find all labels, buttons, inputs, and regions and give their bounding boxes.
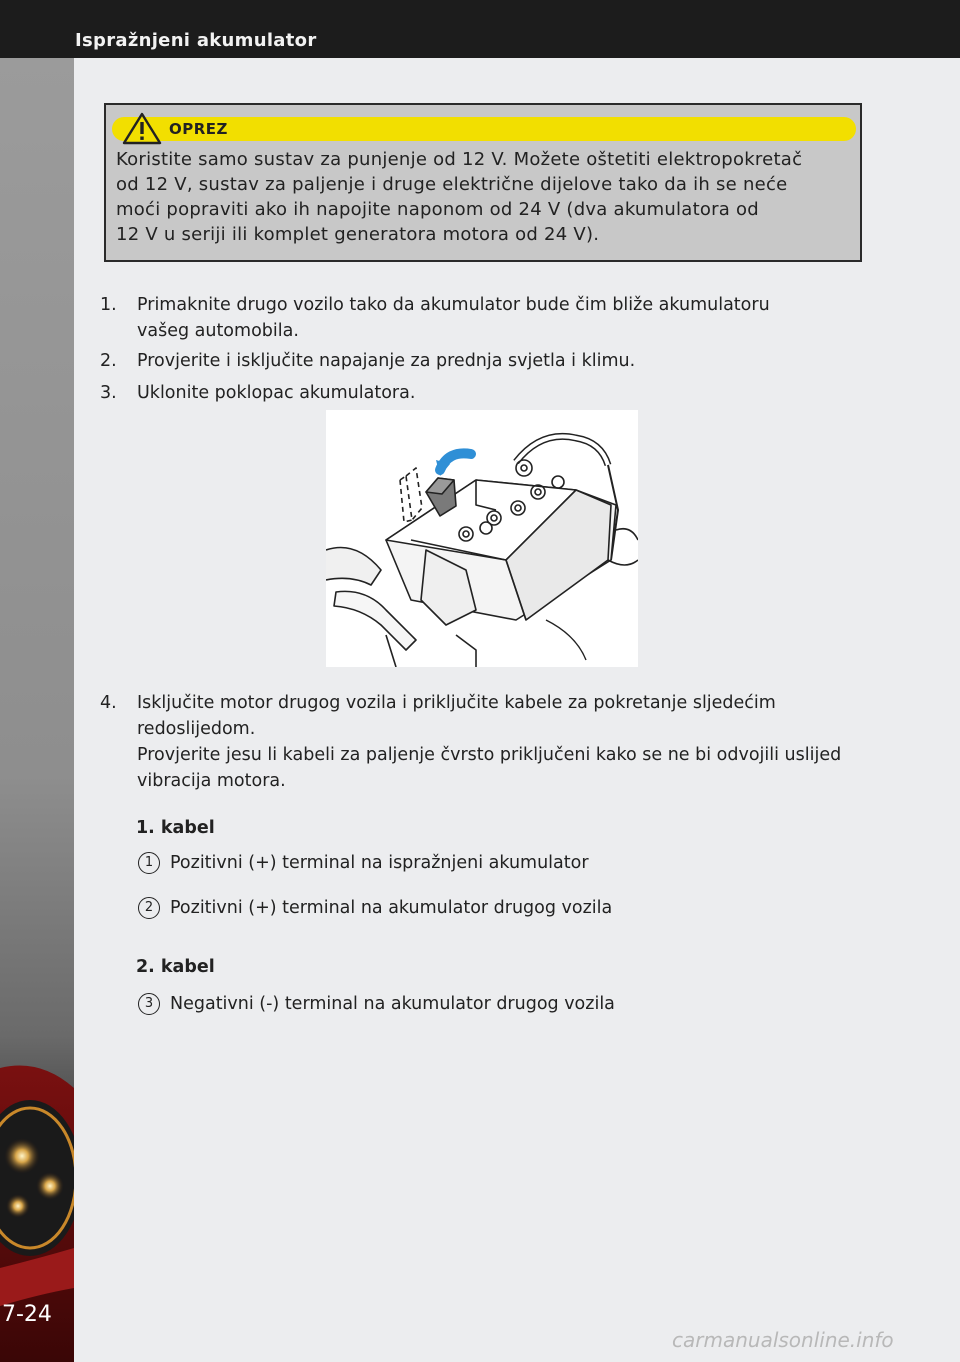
cable-item-text: Pozitivni (+) terminal na akumulator drugog vozila bbox=[170, 898, 613, 918]
cable-2-heading: 2. kabel bbox=[136, 957, 215, 977]
step-number: 2. bbox=[100, 351, 117, 371]
step-line: redoslijedom. bbox=[137, 719, 256, 739]
watermark-text: carmanualsonline.info bbox=[672, 1328, 894, 1352]
step-line: vašeg automobila. bbox=[137, 321, 299, 341]
caution-header-bar bbox=[112, 117, 856, 141]
step-3 bbox=[100, 380, 860, 406]
step-line: Isključite motor drugog vozila i priključite kabele za pokretanje sljedećim bbox=[137, 693, 776, 713]
headlight-decoration bbox=[0, 58, 74, 1362]
cable-2-item-1 bbox=[138, 993, 615, 1015]
caution-line: 12 V u seriji ili komplet generatora motora od 24 V). bbox=[116, 224, 600, 245]
step-line: Primaknite drugo vozilo tako da akumulator bude čim bliže akumulatoru bbox=[137, 295, 770, 315]
step-number: 3. bbox=[100, 383, 117, 403]
circled-number-3-icon: 3 bbox=[138, 993, 160, 1015]
cable-1-item-1 bbox=[138, 852, 589, 874]
step-line: Uklonite poklopac akumulatora. bbox=[137, 383, 416, 403]
caution-line: od 12 V, sustav za paljenje i druge električne dijelove tako da ih se neće bbox=[116, 174, 788, 195]
cable-1-heading: 1. kabel bbox=[136, 818, 215, 838]
circled-number-2-icon: 2 bbox=[138, 897, 160, 919]
step-1 bbox=[100, 292, 860, 344]
caution-line: moći popraviti ako ih napojite naponom od 24 V (dva akumulatora od bbox=[116, 199, 759, 220]
page-header bbox=[0, 0, 960, 58]
cable-item-text: Pozitivni (+) terminal na ispražnjeni akumulator bbox=[170, 853, 589, 873]
battery-cover-illustration bbox=[326, 410, 638, 667]
circled-number-1-icon: 1 bbox=[138, 852, 160, 874]
cable-1-item-2 bbox=[138, 897, 612, 919]
caution-text bbox=[116, 147, 854, 247]
caution-box bbox=[104, 103, 862, 262]
step-number: 1. bbox=[100, 295, 117, 315]
caution-line: Koristite samo sustav za punjenje od 12 V. Možete oštetiti elektropokretač bbox=[116, 149, 803, 170]
step-4 bbox=[100, 690, 860, 794]
step-2 bbox=[100, 348, 860, 374]
step-number: 4. bbox=[100, 693, 117, 713]
header-title: Ispražnjeni akumulator bbox=[75, 30, 317, 51]
step-line: vibracija motora. bbox=[137, 771, 286, 791]
battery-illustration-drawing bbox=[326, 410, 638, 667]
caution-label: OPREZ bbox=[169, 120, 228, 138]
page-number: 7-24 bbox=[2, 1302, 52, 1327]
cable-item-text: Negativni (-) terminal na akumulator drugog vozila bbox=[170, 994, 615, 1014]
side-strip bbox=[0, 58, 74, 1362]
step-line: Provjerite jesu li kabeli za paljenje čvrsto priključeni kako se ne bi odvojili uslijed bbox=[137, 745, 842, 765]
step-line: Provjerite i isključite napajanje za prednja svjetla i klimu. bbox=[137, 351, 636, 371]
warning-triangle-icon bbox=[122, 112, 162, 146]
